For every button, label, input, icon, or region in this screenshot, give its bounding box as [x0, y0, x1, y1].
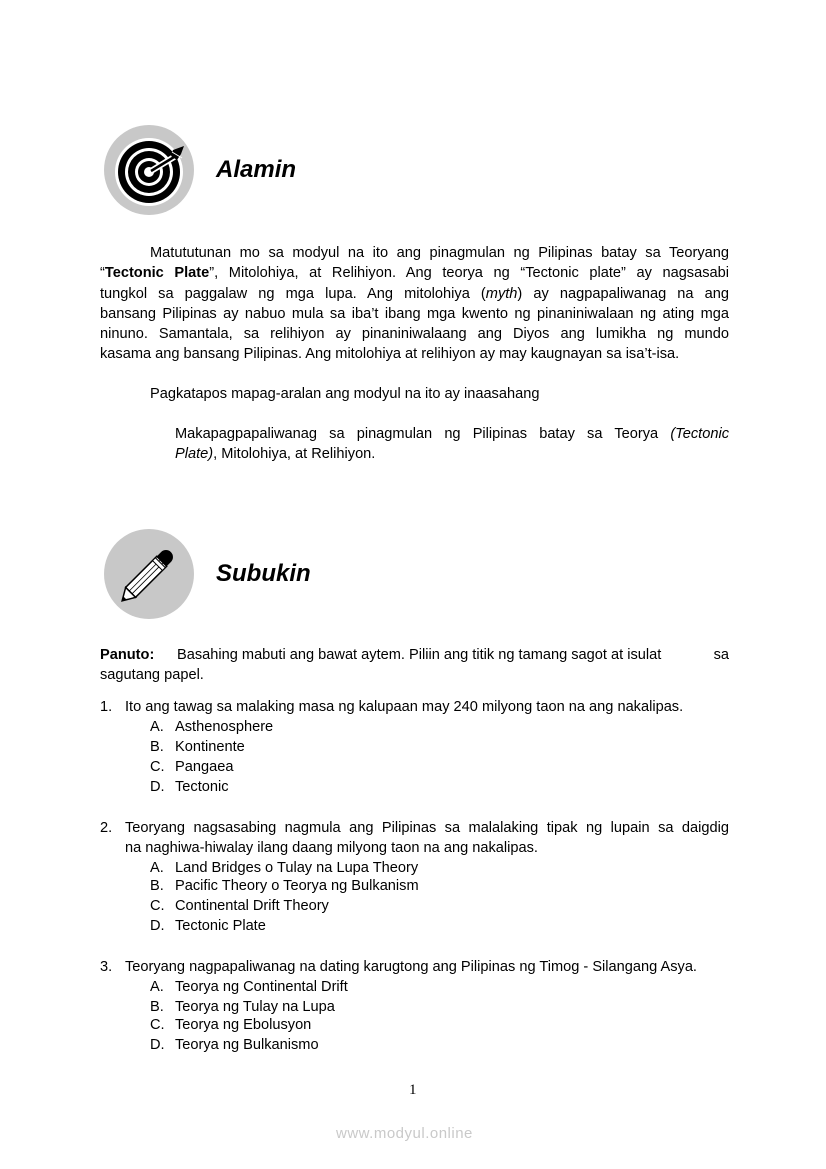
section-title-subukin: Subukin — [216, 560, 311, 587]
choice-a: A. Land Bridges o Tulay na Lupa Theory — [150, 860, 419, 876]
question-text: Teoryang nagsasabing nagmula ang Pilipinas sa malalaking tipak ng lupain sa daigdig — [125, 820, 729, 836]
choice-a: A. Asthenosphere — [150, 719, 274, 735]
question-number: 3. — [100, 959, 113, 975]
choice-b: B. Pacific Theory o Teorya ng Bulkanism — [150, 878, 419, 894]
choice-d: D. Tectonic — [150, 779, 229, 795]
alamin-paragraph — [100, 243, 729, 365]
paragraph-line: bansang Pilipinas ay nabuo mula sa iba’t ibang mga kwento ng pinaniniwalaan ng ating mga — [100, 305, 729, 322]
pencil-icon — [104, 529, 194, 619]
choice-d: D. Tectonic Plate — [150, 918, 266, 934]
paragraph-line: tungkol sa paggalaw ng mga lupa. Ang mitolohiya (myth) ay nagpapaliwanag na ang — [100, 285, 729, 302]
choice-c: C. Teorya ng Ebolusyon — [150, 1017, 312, 1033]
choice-b: B. Kontinente — [150, 739, 245, 755]
target-bullseye-icon — [104, 125, 194, 215]
page-number: 1 — [409, 1082, 417, 1098]
paragraph-line: “Tectonic Plate”, Mitolohiya, at Relihiyon. Ang teorya ng “Tectonic plate” ay nagsasabi — [100, 265, 729, 282]
objective-item: Makapagpapaliwanag sa pinagmulan ng Pilipinas batay sa Teorya (Tectonic Plate), Mitolohiya, at Relihiyon. — [175, 426, 729, 463]
question-text-cont: na naghiwa-hiwalay ilang daang milyong taon na ang nakalipas. — [125, 840, 538, 856]
question-text: Teoryang nagpapaliwanag na dating karugtong ang Pilipinas ng Timog - Silangang Asya. — [125, 959, 697, 975]
paragraph-line: kasama ang bansang Pilipinas. Ang mitolohiya at relihiyon ay may kaugnayan sa isa’t-isa. — [100, 346, 680, 363]
italic-term: myth — [485, 285, 518, 302]
choice-a: A. Teorya ng Continental Drift — [150, 979, 348, 995]
instructions — [100, 645, 729, 686]
section-title-alamin: Alamin — [216, 156, 297, 183]
instruction-label: Panuto: — [100, 647, 155, 663]
question-text: Ito ang tawag sa malaking masa ng kalupaan may 240 milyong taon na ang nakalipas. — [125, 699, 684, 715]
expectation-intro: Pagkatapos mapag-aralan ang modyul na ito ay inaasahang — [150, 386, 540, 402]
instruction-text-end: sa — [713, 647, 729, 663]
choice-d: D. Teorya ng Bulkanismo — [150, 1037, 319, 1053]
instruction-text: Basahing mabuti ang bawat aytem. Piliin ang titik ng tamang sagot at isulat — [177, 647, 662, 663]
question-number: 1. — [100, 699, 113, 715]
paragraph-line: ninuno. Samantala, sa relihiyon ay pinaniniwalaang ang Diyos ang lumikha ng mundo — [100, 326, 729, 343]
choice-b: B. Teorya ng Tulay na Lupa — [150, 999, 335, 1015]
instruction-text-cont: sagutang papel. — [100, 667, 204, 684]
choice-c: C. Pangaea — [150, 759, 234, 775]
question-number: 2. — [100, 820, 113, 836]
choice-c: C. Continental Drift Theory — [150, 898, 329, 914]
paragraph-line: Matututunan mo sa modyul na ito ang pinagmulan ng Pilipinas batay sa Teoryang — [150, 245, 729, 261]
bold-term: Tectonic Plate — [104, 265, 210, 282]
watermark: www.modyul.online — [336, 1125, 473, 1142]
